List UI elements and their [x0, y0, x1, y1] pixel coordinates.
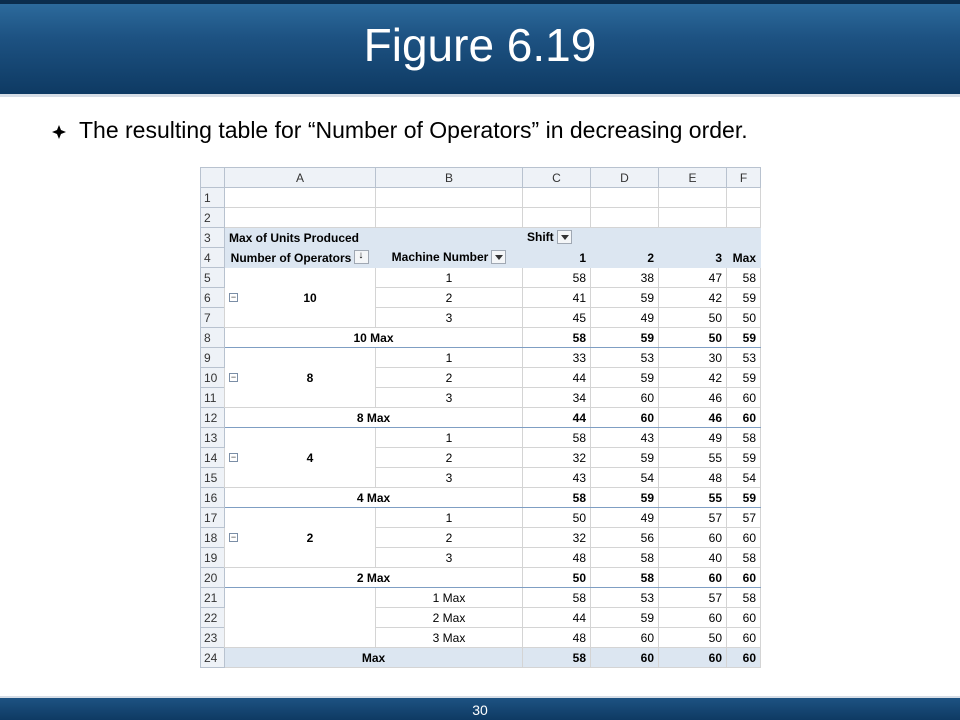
collapse-minus-icon[interactable]: − [230, 371, 237, 382]
pivot-subtotal-row [201, 408, 761, 428]
machine-total-label[interactable]: 1 Max [376, 588, 523, 608]
value-cell[interactable]: 57 [727, 508, 761, 528]
pivot-column-label[interactable]: 1 [523, 248, 591, 268]
grand-total-value-cell[interactable]: 60 [727, 648, 761, 668]
value-cell[interactable]: 59 [727, 368, 761, 388]
machine-number-cell[interactable]: 1 [376, 428, 523, 448]
pivot-data-row [201, 348, 761, 368]
value-cell[interactable]: 58 [727, 548, 761, 568]
value-cell[interactable]: 58 [523, 268, 591, 288]
value-cell[interactable]: 60 [659, 528, 727, 548]
collapse-minus-icon[interactable]: − [230, 291, 237, 302]
empty-cell[interactable] [727, 188, 761, 208]
empty-cell[interactable] [591, 188, 659, 208]
machine-total-label[interactable]: 3 Max [376, 628, 523, 648]
value-cell[interactable]: 58 [727, 428, 761, 448]
machine-total-label[interactable]: 2 Max [376, 608, 523, 628]
subtotal-value-cell[interactable]: 59 [727, 328, 761, 348]
pivot-subtotal-row [201, 328, 761, 348]
value-cell[interactable]: 49 [591, 508, 659, 528]
machine-total-value-cell[interactable]: 60 [727, 608, 761, 628]
subtotal-value-cell[interactable]: 50 [523, 568, 591, 588]
subtotal-value-cell[interactable]: 58 [591, 568, 659, 588]
slide-footer [0, 696, 960, 720]
column-header[interactable]: D [591, 168, 659, 188]
sheet-row [201, 208, 761, 228]
empty-cell[interactable] [659, 188, 727, 208]
row-header[interactable]: 2 [201, 208, 225, 228]
row-header[interactable]: 9 [201, 348, 225, 368]
operators-group-label: 10 [303, 290, 317, 305]
operators-group-cell[interactable] [225, 348, 376, 408]
row-header[interactable]: 14 [201, 448, 225, 468]
value-cell[interactable]: 30 [659, 348, 727, 368]
value-cell[interactable]: 49 [591, 308, 659, 328]
value-cell[interactable]: 59 [727, 448, 761, 468]
header-top-band [0, 0, 960, 4]
pivot-column-label[interactable]: Max [727, 248, 761, 268]
value-cell[interactable]: 41 [523, 288, 591, 308]
machine-number-cell[interactable]: 1 [376, 348, 523, 368]
collapse-minus-icon[interactable]: − [230, 451, 237, 462]
subtotal-value-cell[interactable]: 55 [659, 488, 727, 508]
value-cell[interactable]: 48 [523, 548, 591, 568]
empty-cell[interactable] [523, 208, 591, 228]
subtotal-value-cell[interactable]: 50 [659, 328, 727, 348]
slide-title: Figure 6.19 [363, 19, 597, 71]
value-cell[interactable]: 32 [523, 528, 591, 548]
pivot-data-row [201, 428, 761, 448]
subtotal-value-cell[interactable]: 59 [591, 488, 659, 508]
pivot-column-label[interactable]: 2 [591, 248, 659, 268]
row-header[interactable]: 20 [201, 568, 225, 588]
value-cell[interactable]: 53 [591, 348, 659, 368]
operators-label: Number of Operators [230, 250, 352, 265]
pivot-row-field-machine[interactable] [376, 248, 523, 268]
subtotal-label[interactable]: 2 Max [225, 568, 523, 588]
pivot-blank [376, 228, 523, 248]
machine-total-value-cell[interactable]: 60 [727, 628, 761, 648]
subtotal-label[interactable]: 4 Max [225, 488, 523, 508]
row-header[interactable]: 7 [201, 308, 225, 328]
value-cell[interactable]: 60 [591, 388, 659, 408]
machine-total-value-cell[interactable]: 57 [659, 588, 727, 608]
row-header[interactable]: 13 [201, 428, 225, 448]
operators-group-cell[interactable] [225, 268, 376, 328]
value-cell[interactable]: 34 [523, 388, 591, 408]
value-cell[interactable]: 50 [659, 308, 727, 328]
pivot-value-field[interactable]: Max of Units Produced [225, 228, 376, 248]
operators-group-label: 4 [306, 450, 314, 465]
shift-filter-dropdown-icon[interactable] [557, 230, 572, 244]
row-header[interactable]: 22 [201, 608, 225, 628]
machine-total-value-cell[interactable]: 58 [727, 588, 761, 608]
value-cell[interactable]: 43 [523, 468, 591, 488]
pivot-header-row [201, 228, 761, 248]
machine-number-cell[interactable]: 3 [376, 548, 523, 568]
empty-cell[interactable] [376, 188, 523, 208]
empty-cell[interactable] [659, 208, 727, 228]
pivot-data-row [201, 268, 761, 288]
machine-number-cell[interactable]: 2 [376, 368, 523, 388]
grand-total-row [201, 648, 761, 668]
subtotal-label[interactable]: 10 Max [225, 328, 523, 348]
value-cell[interactable]: 55 [659, 448, 727, 468]
empty-cell[interactable] [376, 208, 523, 228]
operators-group-cell[interactable] [225, 428, 376, 488]
value-cell[interactable]: 59 [727, 288, 761, 308]
grand-total-value-cell[interactable]: 58 [523, 648, 591, 668]
machine-total-value-cell[interactable]: 59 [591, 608, 659, 628]
machine-total-value-cell[interactable]: 60 [591, 628, 659, 648]
shift-label: Shift [527, 230, 554, 245]
value-cell[interactable]: 49 [659, 428, 727, 448]
sheet-row [201, 188, 761, 208]
column-header[interactable]: B [376, 168, 523, 188]
pivot-field-row [201, 248, 761, 268]
value-cell[interactable]: 60 [727, 528, 761, 548]
row-header[interactable]: 5 [201, 268, 225, 288]
collapse-minus-icon[interactable]: − [230, 531, 237, 542]
grand-total-value-cell[interactable]: 60 [591, 648, 659, 668]
value-cell[interactable]: 54 [591, 468, 659, 488]
empty-cell[interactable] [591, 208, 659, 228]
value-cell[interactable]: 58 [523, 428, 591, 448]
value-cell[interactable]: 32 [523, 448, 591, 468]
pivot-column-field[interactable] [523, 228, 591, 248]
subtotal-label[interactable]: 8 Max [225, 408, 523, 428]
empty-cell[interactable] [225, 208, 376, 228]
operators-group-label: 2 [306, 530, 314, 545]
machine-number-cell[interactable]: 1 [376, 268, 523, 288]
value-cell[interactable]: 59 [591, 368, 659, 388]
machine-number-cell[interactable]: 2 [376, 448, 523, 468]
row-header[interactable]: 3 [201, 228, 225, 248]
value-cell[interactable]: 58 [727, 268, 761, 288]
value-cell[interactable]: 59 [591, 448, 659, 468]
machine-total-value-cell[interactable]: 53 [591, 588, 659, 608]
row-header[interactable]: 24 [201, 648, 225, 668]
value-cell[interactable]: 42 [659, 368, 727, 388]
pivot-row-field-operators[interactable] [225, 248, 376, 268]
blank-merged-cell [225, 588, 376, 648]
value-cell[interactable]: 48 [659, 468, 727, 488]
slide-header [0, 0, 960, 97]
row-header[interactable]: 21 [201, 588, 225, 608]
pivot-subtotal-row [201, 488, 761, 508]
pivot-subtotal-row [201, 568, 761, 588]
machine-number-cell[interactable]: 2 [376, 528, 523, 548]
row-header[interactable]: 23 [201, 628, 225, 648]
column-header-row [201, 168, 761, 188]
machine-label: Machine Number [391, 250, 489, 265]
operators-group-cell[interactable] [225, 508, 376, 568]
pivot-blank [591, 228, 659, 248]
value-cell[interactable]: 45 [523, 308, 591, 328]
pivot-column-label[interactable]: 3 [659, 248, 727, 268]
value-cell[interactable]: 47 [659, 268, 727, 288]
value-cell[interactable]: 46 [659, 388, 727, 408]
subtotal-value-cell[interactable]: 60 [727, 408, 761, 428]
column-header[interactable]: F [727, 168, 761, 188]
machine-total-value-cell[interactable]: 48 [523, 628, 591, 648]
value-cell[interactable]: 59 [591, 288, 659, 308]
machine-total-value-cell[interactable]: 58 [523, 588, 591, 608]
page-number: 30 [472, 702, 488, 718]
empty-cell[interactable] [727, 208, 761, 228]
row-header[interactable]: 15 [201, 468, 225, 488]
row-header[interactable]: 19 [201, 548, 225, 568]
row-header[interactable]: 1 [201, 188, 225, 208]
machine-number-cell[interactable]: 1 [376, 508, 523, 528]
subtotal-value-cell[interactable]: 59 [727, 488, 761, 508]
row-header[interactable]: 18 [201, 528, 225, 548]
value-cell[interactable]: 40 [659, 548, 727, 568]
machine-number-cell[interactable]: 3 [376, 308, 523, 328]
subtotal-value-cell[interactable]: 60 [727, 568, 761, 588]
machine-total-row [201, 588, 761, 608]
column-header[interactable]: C [523, 168, 591, 188]
empty-cell[interactable] [225, 188, 376, 208]
machine-total-value-cell[interactable]: 50 [659, 628, 727, 648]
machine-filter-dropdown-icon[interactable] [491, 250, 506, 264]
subtotal-value-cell[interactable]: 46 [659, 408, 727, 428]
value-cell[interactable]: 42 [659, 288, 727, 308]
value-cell[interactable]: 50 [727, 308, 761, 328]
pivot-blank [659, 228, 727, 248]
machine-number-cell[interactable]: 3 [376, 468, 523, 488]
value-cell[interactable]: 38 [591, 268, 659, 288]
row-header[interactable]: 6 [201, 288, 225, 308]
row-header[interactable]: 4 [201, 248, 225, 268]
diamond-bullet-icon [52, 125, 66, 139]
grand-total-value-cell[interactable]: 60 [659, 648, 727, 668]
subtotal-value-cell[interactable]: 58 [523, 488, 591, 508]
grand-total-label[interactable]: Max [225, 648, 523, 668]
value-cell[interactable]: 53 [727, 348, 761, 368]
bullet-text: The resulting table for “Number of Operators” in decreasing order. [79, 117, 748, 143]
value-cell[interactable]: 56 [591, 528, 659, 548]
value-cell[interactable]: 44 [523, 368, 591, 388]
subtotal-value-cell[interactable]: 44 [523, 408, 591, 428]
value-cell[interactable]: 50 [523, 508, 591, 528]
row-header[interactable]: 11 [201, 388, 225, 408]
operators-group-label: 8 [306, 370, 314, 385]
value-cell[interactable]: 54 [727, 468, 761, 488]
pivot-table-spreadsheet [200, 167, 761, 668]
column-header[interactable]: E [659, 168, 727, 188]
subtotal-value-cell[interactable]: 59 [591, 328, 659, 348]
empty-cell[interactable] [523, 188, 591, 208]
machine-total-value-cell[interactable]: 44 [523, 608, 591, 628]
pivot-blank [727, 228, 761, 248]
value-cell[interactable]: 58 [591, 548, 659, 568]
pivot-data-row [201, 508, 761, 528]
value-cell[interactable]: 33 [523, 348, 591, 368]
sort-descending-dropdown-icon[interactable] [354, 250, 369, 264]
machine-total-value-cell[interactable]: 60 [659, 608, 727, 628]
machine-number-cell[interactable]: 2 [376, 288, 523, 308]
row-header[interactable]: 17 [201, 508, 225, 528]
value-cell[interactable]: 43 [591, 428, 659, 448]
row-header[interactable]: 16 [201, 488, 225, 508]
row-header[interactable]: 10 [201, 368, 225, 388]
machine-number-cell[interactable]: 3 [376, 388, 523, 408]
select-all-corner[interactable] [201, 168, 225, 188]
subtotal-value-cell[interactable]: 60 [591, 408, 659, 428]
row-header[interactable]: 12 [201, 408, 225, 428]
column-header[interactable]: A [225, 168, 376, 188]
subtotal-value-cell[interactable]: 60 [659, 568, 727, 588]
value-cell[interactable]: 57 [659, 508, 727, 528]
row-header[interactable]: 8 [201, 328, 225, 348]
value-cell[interactable]: 60 [727, 388, 761, 408]
subtotal-value-cell[interactable]: 58 [523, 328, 591, 348]
